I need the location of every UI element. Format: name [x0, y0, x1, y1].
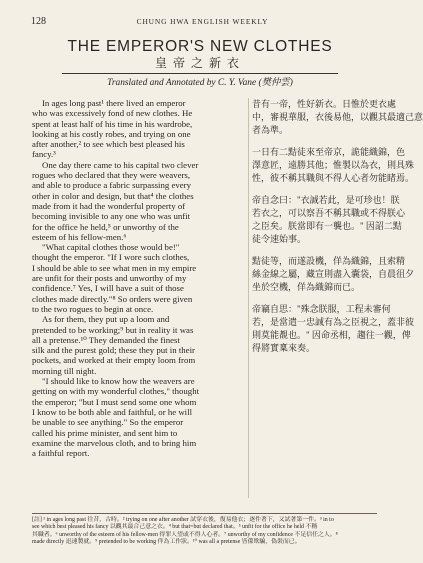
english-text-line: morning till night.: [32, 365, 97, 376]
english-text-line: becoming invisible to any one who was unfit: [32, 211, 191, 222]
article-title-chinese: 皇帝之新衣: [154, 56, 245, 70]
english-text-line: for the office he held,⁵ or unworthy of the: [32, 221, 179, 232]
byline-text: Translated and Annotated by C. Y. Vane (樊仲雲): [107, 78, 293, 88]
chinese-text-line: 帝竊自思："殊念朕服，工程未審何: [252, 304, 391, 314]
english-column: [32, 98, 245, 458]
article-title: THE EMPEROR'S NEW CLOTHES: [67, 38, 333, 55]
english-text-line: called his prime minister, and sent him to: [32, 427, 178, 438]
chinese-text-line: 若衣之，可以察吾不稱其職或不得朕心: [252, 208, 406, 218]
english-text-line: and able to produce a fabric surpassing every: [32, 180, 192, 191]
english-text-line: rogues who declared that they were weavers,: [32, 170, 191, 181]
page-number: 128: [31, 16, 46, 27]
paragraph-gap: [252, 185, 377, 194]
chinese-text-line: 黠徒等，而遂設機，佯為織錦，且索精: [252, 256, 406, 266]
english-text-line: I should be able to see what men in my empire: [32, 262, 197, 273]
english-text-line: esteem of his fellow-men.⁶: [32, 231, 127, 242]
chinese-text-line: 徒令速始事。: [252, 234, 307, 244]
english-text-line: a faithful report.: [32, 448, 90, 459]
chinese-text-line: 昔有一帝，性好新衣。日惟於更衣處: [252, 99, 397, 109]
paragraph-gap: [252, 137, 377, 146]
footnote-line: 其職者。⁶ unworthy of the esteem of his fellow-men 得罪人望或不得人心者。⁷ unworthy of my confidence 不足信任之人。⁸: [32, 531, 338, 538]
english-text-line: One day there came to his capital two clever: [42, 159, 199, 170]
english-text-line: spent at least half of his time in his wardrobe,: [32, 118, 193, 129]
english-text-line: to the two rogues to begin at once.: [32, 303, 154, 314]
byline: [0, 77, 400, 89]
chinese-text-line: 帝自念曰："衣誠若此，是可珍也！朕: [252, 195, 400, 205]
chinese-text-line: 坐於空機，佯為織錦而已。: [252, 282, 361, 292]
english-text-line: clothes made directly."⁸ So orders were given: [32, 293, 193, 304]
english-text-line: I know to be both able and faithful, or he will: [32, 406, 193, 417]
chinese-column: [252, 98, 423, 355]
english-text-line: silk and the purest gold; these they put in their: [32, 345, 195, 356]
english-text-line: "What capital clothes those would be!": [42, 242, 180, 253]
column-divider: [248, 98, 249, 498]
footnote-line: made directly 迅速製就。⁹ pretended to be working 佯為工作狀。¹⁰ was all a pretense 皆係欺騙，偽裝而已。: [32, 538, 301, 545]
journal-name: CHUNG HWA ENGLISH WEEKLY: [136, 17, 269, 26]
english-text-line: looking at his costly robes, and trying on one: [32, 128, 191, 139]
english-text-line: made from it had the wonderful property of: [32, 200, 186, 211]
chinese-text-line: 若，是當遣一忠誠有為之臣視之，蓋非彼: [252, 317, 415, 327]
english-text-line: pockets, and worked at their empty loom from: [32, 355, 196, 366]
chinese-text-line: 性，彼不稱其職與不得人心者勿能睹焉。: [252, 173, 415, 183]
english-text-line: confidence.⁷ Yes, I will have a suit of those: [32, 283, 184, 294]
chinese-text-line: 中，審視華服，衣後易他，以觀其最適己意: [252, 112, 423, 122]
english-text-line: examine the marvelous cloth, and to bring him: [32, 437, 197, 448]
paragraph-gap: [252, 294, 377, 303]
footnote-line: see which best pleased his fancy 以觀其最合己意之衣。⁴ but that=but declared that。⁵ unfit for the office he held 不稱: [32, 524, 318, 531]
english-text-line: thought the emperor. "If I wore such clothes,: [32, 252, 190, 263]
footnotes: [32, 517, 377, 546]
footnote-rule: [32, 513, 377, 514]
english-text-line: are unfit for their posts and unworthy of my: [32, 273, 187, 284]
english-text-line: In ages long past¹ there lived an emperor: [42, 98, 186, 108]
chinese-text-line: 絲金線之屬，藏宣則盡入囊袋，自晨徂夕: [252, 269, 415, 279]
english-text-line: fancy.³: [32, 149, 56, 160]
paragraph-gap: [252, 246, 377, 255]
english-text-line: the emperor; "but I must send some one whom: [32, 396, 197, 407]
english-text-line: who was excessively fond of new clothes. He: [32, 108, 193, 119]
english-text-line: all a pretense.¹⁰ They demanded the finest: [32, 334, 180, 345]
english-text-line: getting on with my wonderful clothes," thought: [32, 386, 200, 397]
english-text-line: be unable to see anything." So the emperor: [32, 417, 184, 428]
title-rule: [62, 73, 338, 74]
footnote-line: [註] ¹ in ages long past 往昔，古時。² trying on one after another 試穿衣後，復易他衣；逐件著下，又試著第一件。³ in to: [32, 517, 334, 523]
english-text-line: after another,² to see which best pleased his: [32, 139, 185, 150]
chinese-text-line: 者為準。: [252, 125, 289, 135]
chinese-text-line: 則莫能覩也。" 因命丞相，趨往一觀，俾: [252, 330, 411, 340]
english-text-line: pretended to be working;⁹ but in reality it was: [32, 324, 194, 335]
english-text-line: other in color and design, but that⁴ the clothes: [32, 190, 194, 201]
chinese-text-line: 澤意匠，遠勝其他；惟製以為衣，則具殊: [252, 160, 415, 170]
english-text-line: "I should like to know how the weavers are: [42, 376, 195, 387]
chinese-text-line: 一日有二黠徒來至帝京，詭能織錦，色: [252, 147, 406, 157]
english-text-line: As for them, they put up a loom and: [42, 314, 170, 325]
chinese-text-line: 得將實稟來奏。: [252, 343, 316, 353]
chinese-text-line: 之臣矣。朕當即有一襲也。" 因詔二黠: [252, 221, 402, 231]
running-header: [31, 16, 374, 28]
